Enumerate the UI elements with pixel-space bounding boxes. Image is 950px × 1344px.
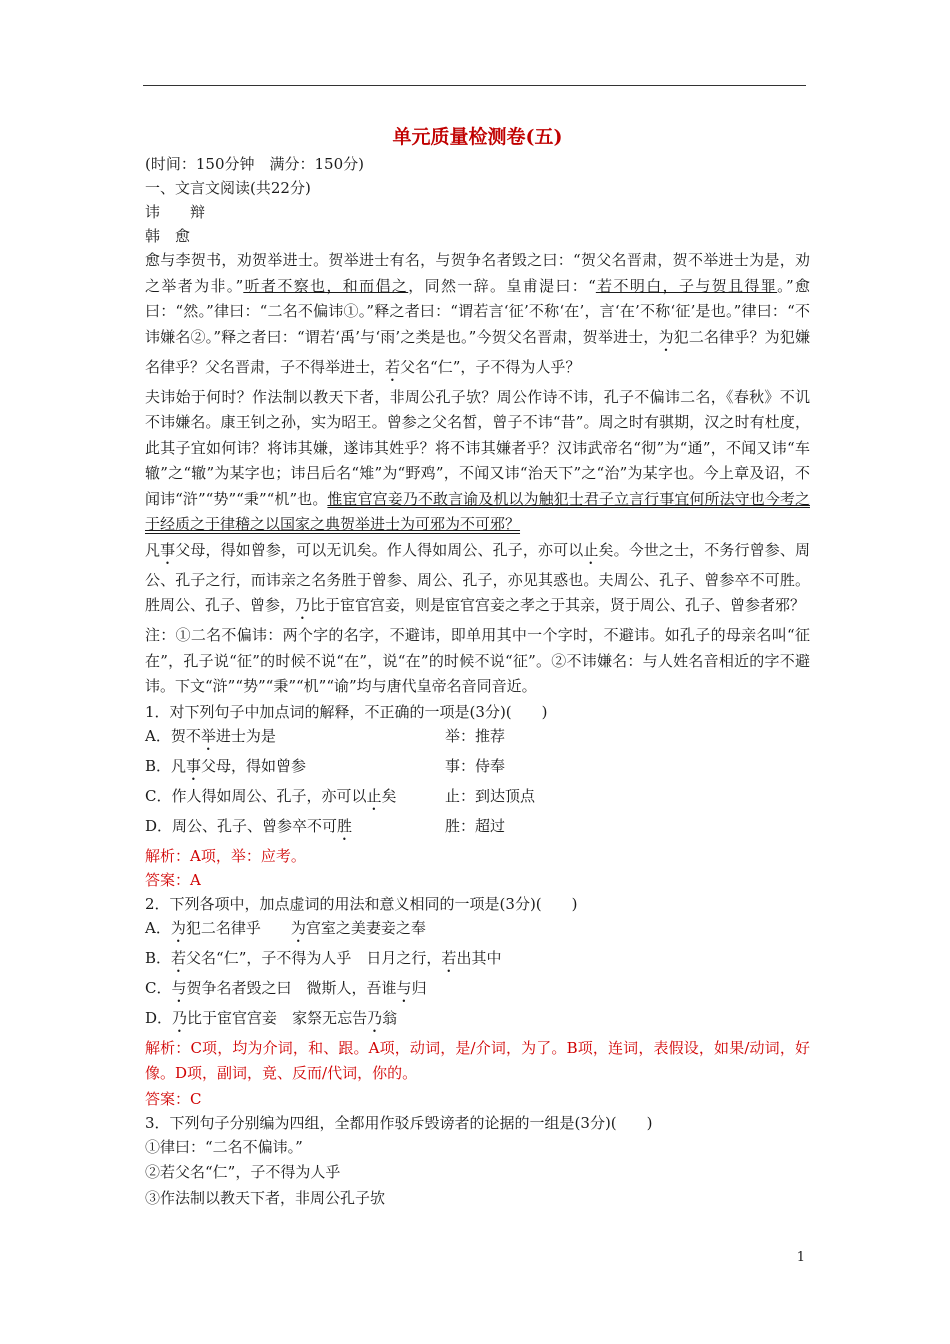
author: 韩 愈 <box>145 227 191 245</box>
exam-meta: (时间：150分钟 满分：150分) <box>145 155 364 173</box>
question-1-answer: 答案：A <box>145 870 201 889</box>
underlined-sentence-2: 若不明白，子与贺且得罪 <box>595 276 778 295</box>
work-title: 讳 辩 <box>145 203 206 221</box>
dotted-word: 乃 <box>295 596 311 614</box>
passage-paragraph-2: 夫讳始于何时？作法制以教天下者，非周公孔子欤？周公作诗不讳，孔子不偏讳二名，《春秋》不讥不讳嫌名。康王钊之孙，实为昭王。曾参之父名皙，曾子不讳“昔”。周之时有骐期，汉之时有杜度，此其子宜如何讳？将讳其嫌，遂讳其姓乎？将不讳其嫌者乎？汉讳武帝名“彻”为“通”，不闻又讳“车辙”之“辙”为某字也；讳吕后名“雉”为“野鸡”，不闻又讳“治天下”之“治”为某字也。今上章及诏，不闻讳“浒”“势”“秉”“机”也。惟宦官宫妾乃不敢言谕及机以为触犯士君子立言行事宜何所法守也今考之于经质之于律稽之以国家之典贺举进士为可邪为不可邪？ <box>145 387 810 533</box>
question-1-option: A．贺不举进士为是 举：推荐 <box>145 726 506 745</box>
question-2-option: C．与贺争名者毁之曰 微斯人，吾谁与归 <box>145 978 427 997</box>
page-number: 1 <box>796 1250 805 1265</box>
underlined-unpunctuated-passage: 惟宦官宫妾乃不敢言谕及机以为触犯士君子立言行事宜何所法守也今考之于经质之于律稽之以国家之典贺举进士为可邪为不可邪？ <box>145 489 810 533</box>
question-3-item: ②若父名“仁”，子不得为人乎 <box>145 1163 341 1181</box>
passage-note: 注：①二名不偏讳：两个字的名字，不避讳，即单用其中一个字时，不避讳。如孔子的母亲名叫“征在”，孔子说“征”的时候不说“在”，说“在”的时候不说“征”。②不讳嫌名：与人姓名音相近的字不避讳。下文“浒”“势”“秉”“机”“谕”均与唐代皇帝名音同音近。 <box>145 626 810 695</box>
question-2-analysis: 解析：C项，均为介词，和、跟。A项，动词，是/介词，为了。B项，连词，表假设，如果/动词，好像。D项，副词，竟、反而/代词，你的。 <box>145 1038 810 1082</box>
underlined-sentence-1: 听者不察也，和而倡之 <box>243 276 409 295</box>
page-title: 单元质量检测卷(五) <box>392 126 563 148</box>
dotted-word: 止 <box>583 540 599 559</box>
question-2-stem: 2．下列各项中，加点虚词的用法和意义相同的一项是(3分)( ) <box>145 894 578 913</box>
passage-paragraph-1: 愈与李贺书，劝贺举进士。贺举进士有名，与贺争名者毁之曰：“贺父名晋肃，贺不举进士为是，劝之举者为非。”听者不察也，和而倡之，同然一辞。皇甫湜曰：“若不明白，子与贺且得罪。”愈曰：“然。”律曰：“二名不偏讳①。”释之者曰：“谓若言‘征’不称‘在’，言‘在’不称‘征’是也。”律曰：“不讳嫌名②。”释之者曰：“谓若‘禹’与‘雨’之类是也。”今贺父名晋肃，贺举进士，为犯二名律乎？为犯嫌名律乎？父名晋肃，子不得举进士，若父名“仁”，子不得为人乎？ <box>145 251 810 376</box>
document-body <box>145 124 810 1211</box>
question-2-option: B．若父名“仁”，子不得为人乎 日月之行，若出其中 <box>145 948 502 967</box>
question-1-analysis: 解析：A项，举：应考。 <box>145 846 306 865</box>
question-3-stem: 3．下列句子分别编为四组，全都用作驳斥毁谤者的论据的一组是(3分)( ) <box>145 1113 653 1132</box>
question-2-option: A．为犯二名律乎 为宫室之美妻妾之奉 <box>145 918 426 937</box>
dotted-word: 为 <box>658 327 674 346</box>
section-heading: 一、文言文阅读(共22分) <box>145 179 311 197</box>
question-2-option: D．乃比于宦官宫妾 家祭无忘告乃翁 <box>145 1008 398 1027</box>
question-3-item: ③作法制以教天下者，非周公孔子欤 <box>145 1188 386 1207</box>
question-1-stem: 1．对下列句子中加点词的解释，不正确的一项是(3分)( ) <box>145 702 548 721</box>
question-1-option: C．作人得如周公、孔子，亦可以止矣 止：到达顶点 <box>145 786 536 805</box>
dotted-word: 若 <box>385 357 401 376</box>
question-1-option: B．凡事父母，得如曾参 事：侍奉 <box>145 756 506 775</box>
question-2-answer: 答案：C <box>145 1089 202 1108</box>
question-1-option: D．周公、孔子、曾参卒不可胜 胜：超过 <box>145 816 506 835</box>
dotted-word: 事 <box>160 540 176 559</box>
question-3-item: ①律曰：“二名不偏讳。” <box>145 1137 303 1156</box>
passage-paragraph-3: 凡事父母，得如曾参，可以无讥矣。作人得如周公、孔子，亦可以止矣。今世之士，不务行曾参、周公、孔子之行，而讳亲之名务胜于曾参、周公、孔子，亦见其惑也。夫周公、孔子、曾参卒不可胜。胜周公、孔子、曾参，乃比于宦官宫妾，则是宦官宫妾之孝之于其亲，贤于周公、孔子、曾参者邪？ <box>145 540 810 614</box>
header-rule <box>143 85 806 86</box>
